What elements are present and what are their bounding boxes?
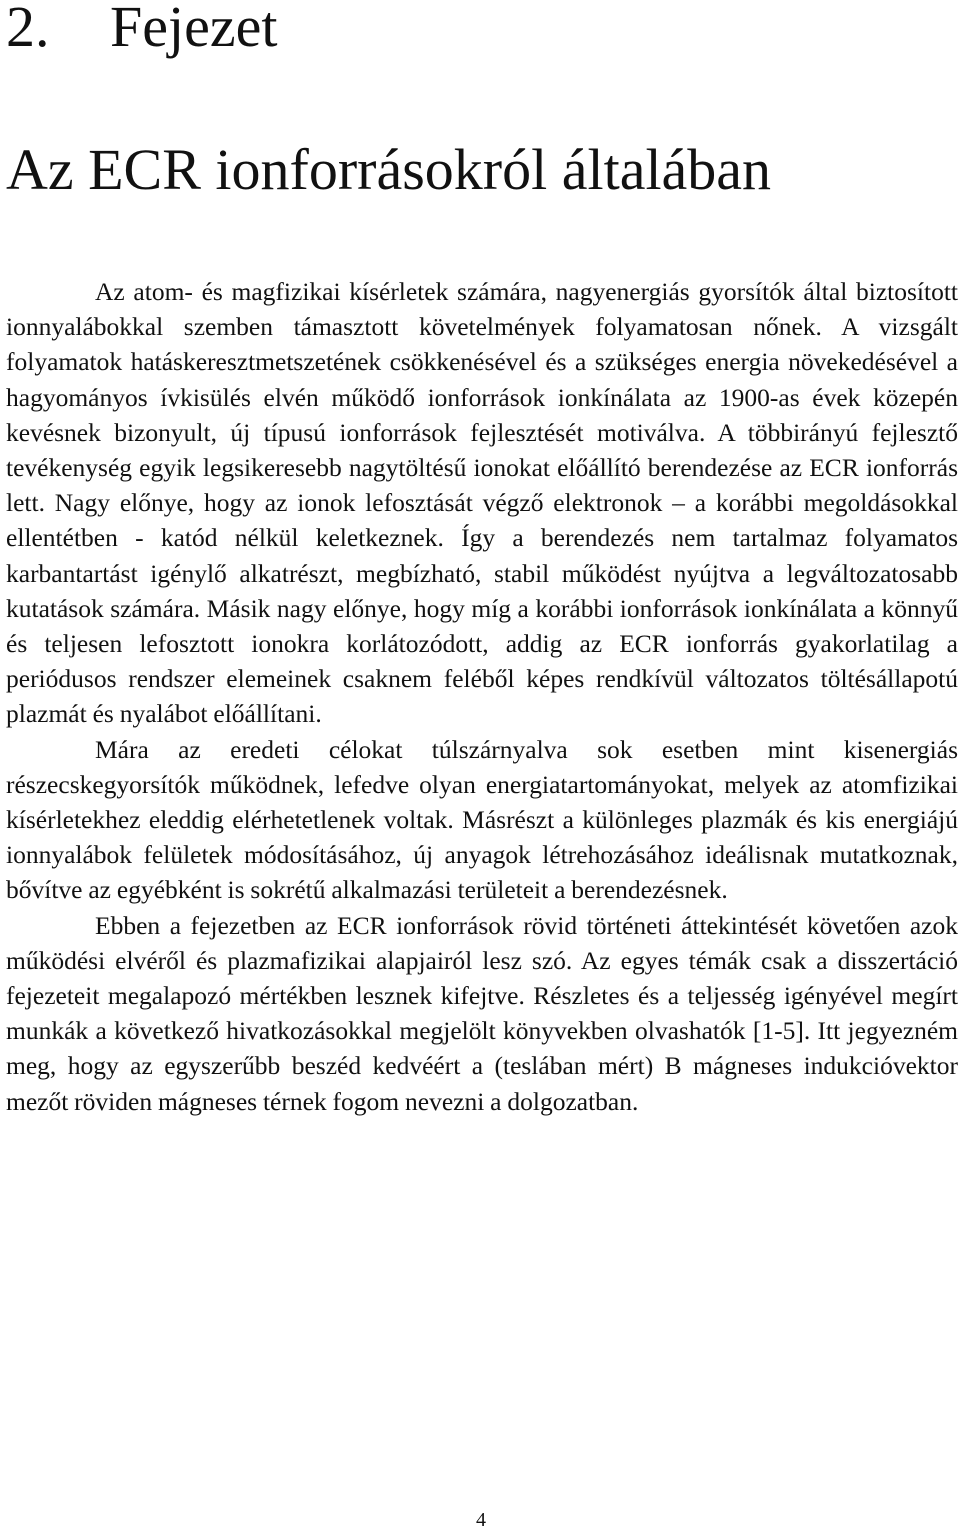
body-text bbox=[6, 274, 958, 1119]
paragraph-3: Ebben a fejezetben az ECR ionforrások rövid történeti áttekintését követően azok működési elvéről és plazmafizikai alapjairól lesz szó. Az egyes témák csak a disszertáció fejezeteit megalapozó mértékben lesznek kifejtve. Részletes és a teljesség igényével megírt munkák a következő hivatkozásokkal megjelölt könyvekben olvashatók [1-5]. Itt jegyezném meg, hogy az egyszerűbb beszéd kedvéért a (teslában mért) B mágneses indukcióvektor mezőt röviden mágneses térnek fogom nevezni a dolgozatban. bbox=[6, 910, 958, 1116]
chapter-title: Az ECR ionforrásokról általában bbox=[6, 137, 772, 202]
chapter-heading bbox=[6, 0, 277, 64]
chapter-number: 2. bbox=[6, 0, 50, 59]
chapter-label: Fejezet bbox=[110, 0, 278, 59]
paragraph-2: Mára az eredeti célokat túlszárnyalva sok esetben mint kisenergiás részecskegyorsítók működnek, lefedve olyan energiatartományokat, melyek az atomfizikai kísérletekhez eleddig elérhetetlenek voltak. Másrészt a különleges plazmák és kis energiájú ionnyalábok felületek módosításához, új anyagok létrehozásához ideálisnak mutatkoznak, bővítve az egyébként is sokrétű alkalmazási területeit a berendezésnek. bbox=[6, 734, 958, 905]
paragraph-1: Az atom- és magfizikai kísérletek számára, nagyenergiás gyorsítók által biztosított ionnyalábokkal szemben támasztott követelmények folyamatosan nőnek. A vizsgált folyamatok hatáskeresztmetszetének csökkenésével és a szükséges energia növekedésével a hagyományos ívkisülés elvén működő ionforrások ionkínálata az 1900-as évek közepén kevésnek bizonyult, új típusú ionforrások fejlesztését motiválva. A többirányú fejlesztő tevékenység egyik legsikeresebb nagytöltésű ionokat előállító berendezése az ECR ionforrás lett. Nagy előnye, hogy az ionok lefosztását végző elektronok – a korábbi megoldásokkal ellentétben - katód nélkül keletkeznek. Így a berendezés nem tartalmaz folyamatos karbantartást igénylő alkatrészt, megbízható, stabil működést nyújtva a legváltozatosabb kutatások számára. Másik nagy előnye, hogy míg a korábbi ionforrások ionkínálata a könnyű és teljesen lefosztott ionokra korlátozódott, addig az ECR ionforrás gyakorlatilag a periódusos rendszer elemeinek csaknem feléből képes rendkívül változatos töltésállapotú plazmát és nyalábot előállítani. bbox=[6, 277, 958, 729]
page-number: 4 bbox=[476, 1509, 486, 1531]
